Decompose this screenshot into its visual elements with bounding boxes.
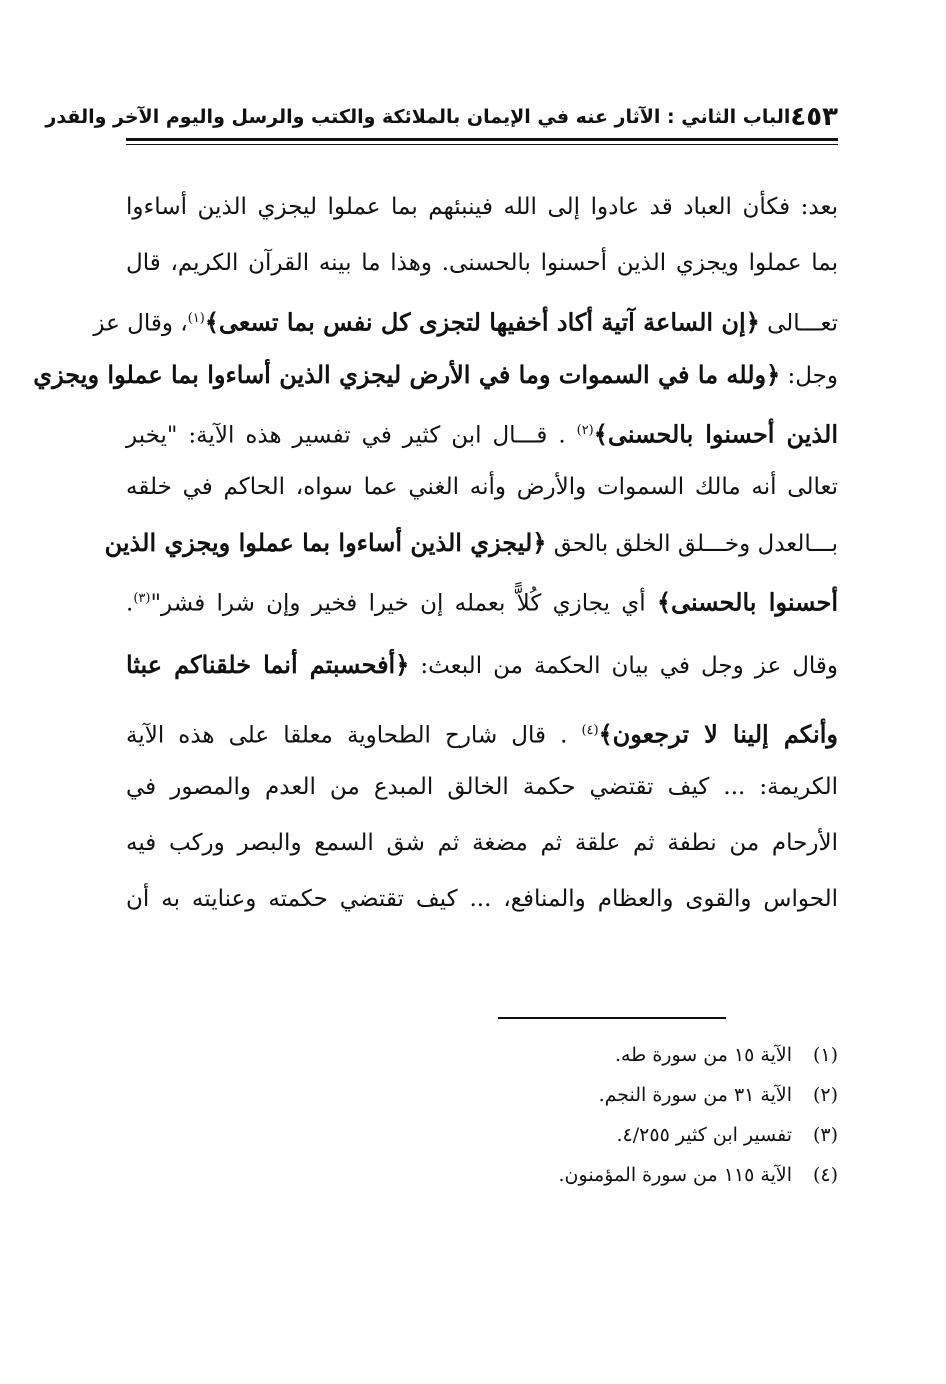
text-run: أي يجازي كُلاًّ بعمله إن خيرا فخير وإن شرا فشر": [150, 590, 657, 617]
footnote-text: الآية ١٥ من سورة طه.: [614, 1044, 792, 1066]
text-line: [126, 463, 838, 519]
text-run: بـــالعدل وخـــلق الخلق بالحق: [546, 531, 838, 557]
text-run: وقال عز وجل في بيان الحكمة من البعث:: [409, 653, 839, 679]
quran-verse: الذين أحسنوا بالحسنى﴾: [593, 419, 838, 449]
text-line: [126, 239, 838, 295]
text-run: تعـــالى: [759, 310, 838, 337]
text-run: الحواس والقوى والعظام والمنافع، ... كيف تقتضي حكمته وعنايته به أن: [126, 886, 838, 912]
text-line: [33, 351, 838, 407]
text-run: .: [126, 590, 134, 617]
quran-verse: ﴿ليجزي الذين أساءوا بما عملوا ويجزي الذين: [104, 528, 547, 557]
footnote-number: (٣): [812, 1124, 838, 1146]
footnote-ref: (٢): [576, 423, 594, 438]
text-run: بما عملوا ويجزي الذين أحسنوا بالحسنى. وهذا ما بينه القرآن الكريم، قال: [126, 250, 838, 276]
footnote-ref: (١): [187, 311, 205, 326]
text-line: [126, 407, 838, 463]
text-run: بعد: فكأن العباد قد عادوا إلى الله فينبئهم بما عملوا ليجزي الذين أساءوا: [126, 194, 838, 220]
text-run: . قـــال ابن كثير في تفسير هذه الآية: "يخبر: [126, 422, 577, 449]
footnote: [300, 1160, 838, 1200]
footnote-text: تفسير ابن كثير ٤/٢٥٥.: [616, 1124, 792, 1146]
text-run: الأرحام من نطفة ثم علقة ثم مضغة ثم شق السمع والبصر وركب فيه: [126, 830, 838, 856]
text-line: [104, 519, 838, 575]
running-header: [45, 100, 838, 134]
text-line: [126, 575, 838, 631]
quran-verse: أحسنوا بالحسنى﴾: [656, 587, 838, 617]
text-run: ، وقال عز: [93, 310, 188, 337]
header-rule-thick: [126, 138, 838, 141]
text-run: وجل:: [780, 363, 838, 389]
quran-verse: ﴿أفحسبتم أنما خلقناكم عبثا: [126, 650, 410, 679]
footnote-text: الآية ١١٥ من سورة المؤمنون.: [558, 1164, 792, 1186]
footnotes: [300, 1040, 838, 1200]
text-line: [126, 641, 838, 697]
text-line: [126, 875, 838, 931]
text-line: [126, 183, 838, 239]
text-line: [93, 295, 838, 351]
text-line: [126, 707, 838, 763]
footnote-separator: [498, 1017, 726, 1019]
text-run: . قال شارح الطحاوية معلقا على هذه الآية: [126, 722, 582, 749]
footnote-ref: (٣): [133, 591, 151, 606]
page-number: ٤٥٣: [790, 102, 838, 132]
text-run: الكريمة: ... كيف تقتضي حكمة الخالق المبدع من العدم والمصور في: [126, 774, 838, 800]
footnote-number: (٤): [812, 1164, 838, 1186]
text-run: تعالى أنه مالك السموات والأرض وأنه الغني عما سواه، الحاكم في خلقه: [126, 474, 838, 500]
footnote: [300, 1040, 838, 1080]
footnote-text: الآية ٣١ من سورة النجم.: [598, 1084, 792, 1106]
quran-verse: وأنكم إلينا لا ترجعون﴾: [598, 719, 838, 749]
footnote-ref: (٤): [581, 723, 599, 738]
footnote: [300, 1080, 838, 1120]
text-line: [126, 763, 838, 819]
footnote-number: (١): [812, 1044, 838, 1066]
text-line: [126, 819, 838, 875]
quran-verse: ﴿إن الساعة آتية أكاد أخفيها لتجزى كل نفس بما تسعى﴾: [204, 307, 760, 337]
footnote: [300, 1120, 838, 1160]
running-title: الباب الثاني : الآثار عنه في الإيمان بالملائكة والكتب والرسل واليوم الآخر والقدر: [45, 106, 791, 128]
quran-verse: ﴿ولله ما في السموات وما في الأرض ليجزي الذين أساءوا بما عملوا ويجزي: [33, 360, 781, 389]
body-text: [33, 183, 839, 931]
footnote-number: (٢): [812, 1084, 838, 1106]
header-rule-thin: [126, 144, 838, 145]
